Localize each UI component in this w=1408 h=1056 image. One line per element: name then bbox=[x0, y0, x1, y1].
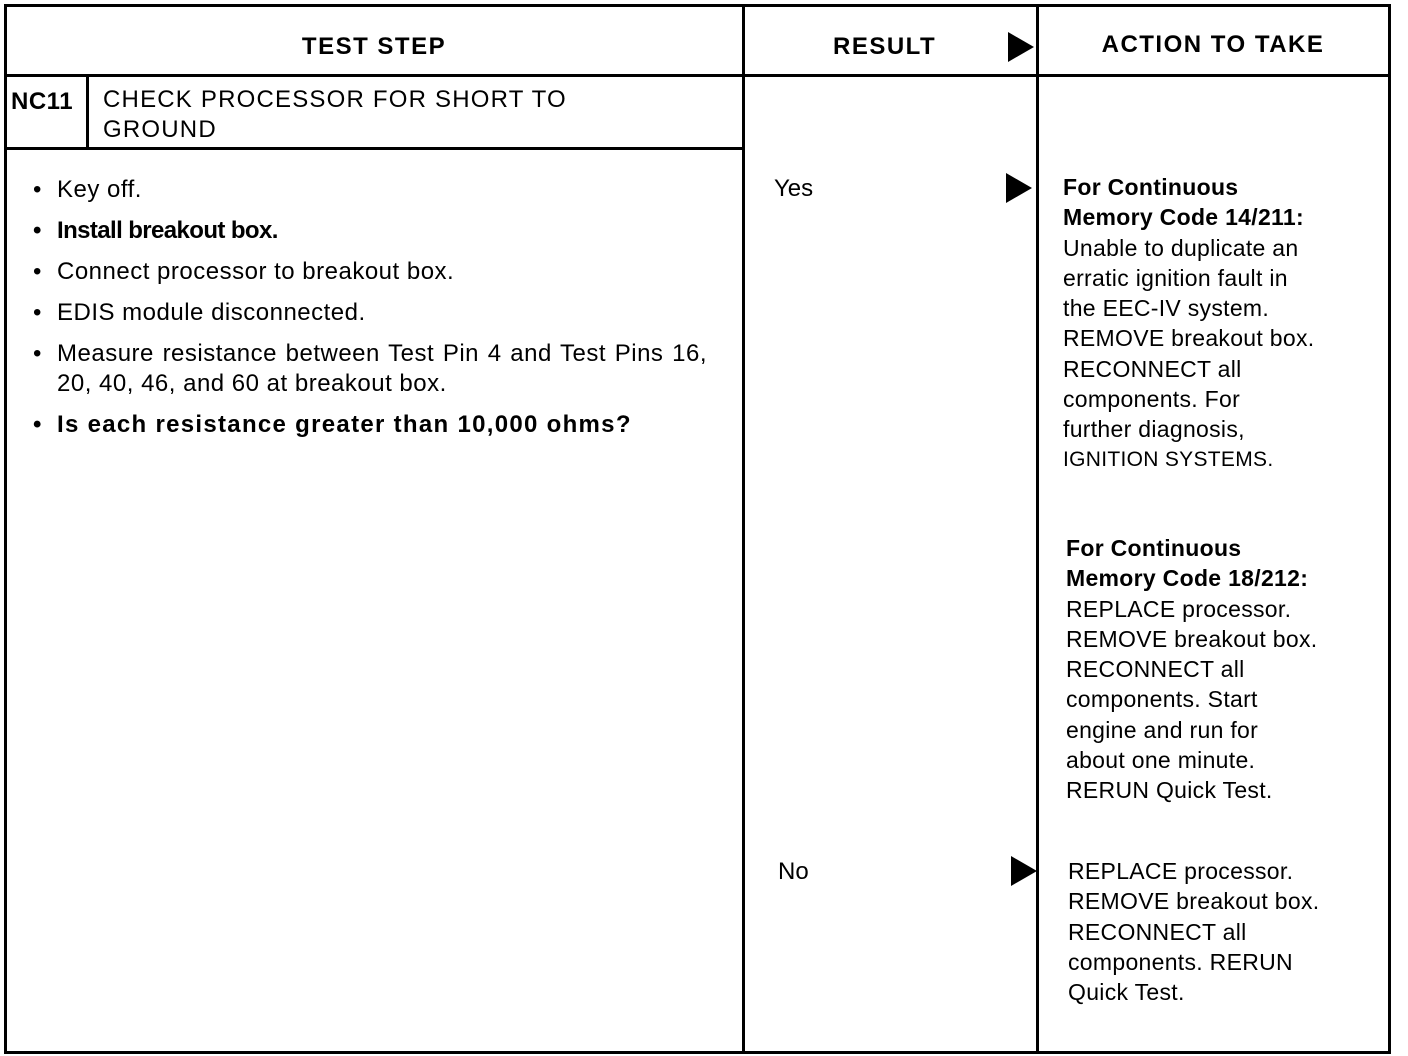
action-yes-block2-line: about one minute. bbox=[1066, 747, 1256, 774]
header-result: RESULT bbox=[833, 33, 937, 60]
step-title bbox=[103, 85, 567, 145]
result-no-arrow-icon bbox=[1011, 856, 1037, 886]
action-yes-code-14-211 bbox=[1063, 172, 1383, 475]
step-title-line-1: CHECK PROCESSOR FOR SHORT TO bbox=[103, 86, 567, 113]
action-yes-block1-line: REMOVE breakout box. bbox=[1063, 325, 1315, 352]
action-no-line: Quick Test. bbox=[1068, 979, 1185, 1006]
result-yes: Yes bbox=[774, 175, 814, 202]
step-instructions bbox=[29, 175, 709, 451]
action-no bbox=[1068, 856, 1386, 1007]
table-border-left bbox=[4, 4, 7, 1054]
action-yes-block1-line: IGNITION SYSTEMS. bbox=[1063, 447, 1274, 471]
header-action: ACTION TO TAKE bbox=[1101, 31, 1325, 58]
action-no-line: components. RERUN bbox=[1068, 948, 1293, 975]
step-code-divider bbox=[86, 76, 89, 149]
action-yes-block1-line: RECONNECT all bbox=[1063, 355, 1242, 382]
step-item-6: • Is each resistance greater than 10,000 ohms? bbox=[29, 410, 709, 440]
action-yes-block1-line: the EEC-IV system. bbox=[1063, 295, 1270, 322]
action-yes-block2-line: engine and run for bbox=[1066, 716, 1259, 743]
action-yes-block2-line: RECONNECT all bbox=[1066, 656, 1245, 683]
step-code: NC11 bbox=[11, 88, 74, 115]
action-yes-block2-line: RERUN Quick Test. bbox=[1066, 777, 1273, 804]
action-yes-block2-line: REPLACE processor. bbox=[1066, 595, 1292, 622]
header-arrow-icon bbox=[1008, 32, 1034, 62]
header-divider bbox=[4, 74, 1390, 77]
action-yes-code-18-212 bbox=[1066, 533, 1386, 806]
action-yes-block1-line: erratic ignition fault in bbox=[1063, 264, 1288, 291]
action-yes-block2-line: REMOVE breakout box. bbox=[1066, 625, 1318, 652]
table-border-right bbox=[1388, 4, 1391, 1054]
step-title-line-2: GROUND bbox=[103, 116, 217, 143]
action-yes-block1-line: Unable to duplicate an bbox=[1063, 234, 1299, 261]
table-border-top bbox=[4, 4, 1390, 7]
result-yes-arrow-icon bbox=[1006, 173, 1032, 203]
action-no-line: RECONNECT all bbox=[1068, 918, 1247, 945]
step-item-5: • Measure resistance between Test Pin 4 and Test Pins 16, 20, 40, 46, and 60 at breakout box. bbox=[29, 339, 709, 399]
step-item-3: • Connect processor to breakout box. bbox=[29, 257, 709, 287]
action-yes-block1-heading-2: Memory Code 14/211: bbox=[1063, 204, 1304, 231]
step-item-2: • Install breakout box. bbox=[29, 216, 709, 246]
table-border-bottom bbox=[4, 1051, 1390, 1054]
column-divider-1 bbox=[742, 4, 745, 1054]
step-item-4: • EDIS module disconnected. bbox=[29, 298, 709, 328]
column-divider-2 bbox=[1036, 4, 1039, 1054]
result-no: No bbox=[778, 858, 809, 885]
step-title-divider bbox=[4, 147, 744, 150]
action-yes-block2-heading-1: For Continuous bbox=[1066, 535, 1242, 561]
action-yes-block1-line: components. For bbox=[1063, 386, 1241, 413]
action-yes-block2-line: components. Start bbox=[1066, 686, 1258, 713]
action-yes-block2-heading-2: Memory Code 18/212: bbox=[1066, 565, 1309, 592]
action-no-line: REPLACE processor. bbox=[1068, 858, 1294, 884]
action-yes-block1-line: further diagnosis, bbox=[1063, 416, 1245, 443]
header-test-step: TEST STEP bbox=[301, 33, 447, 60]
action-yes-block1-heading-1: For Continuous bbox=[1063, 174, 1239, 200]
step-item-1: • Key off. bbox=[29, 175, 709, 205]
action-no-line: REMOVE breakout box. bbox=[1068, 888, 1320, 915]
